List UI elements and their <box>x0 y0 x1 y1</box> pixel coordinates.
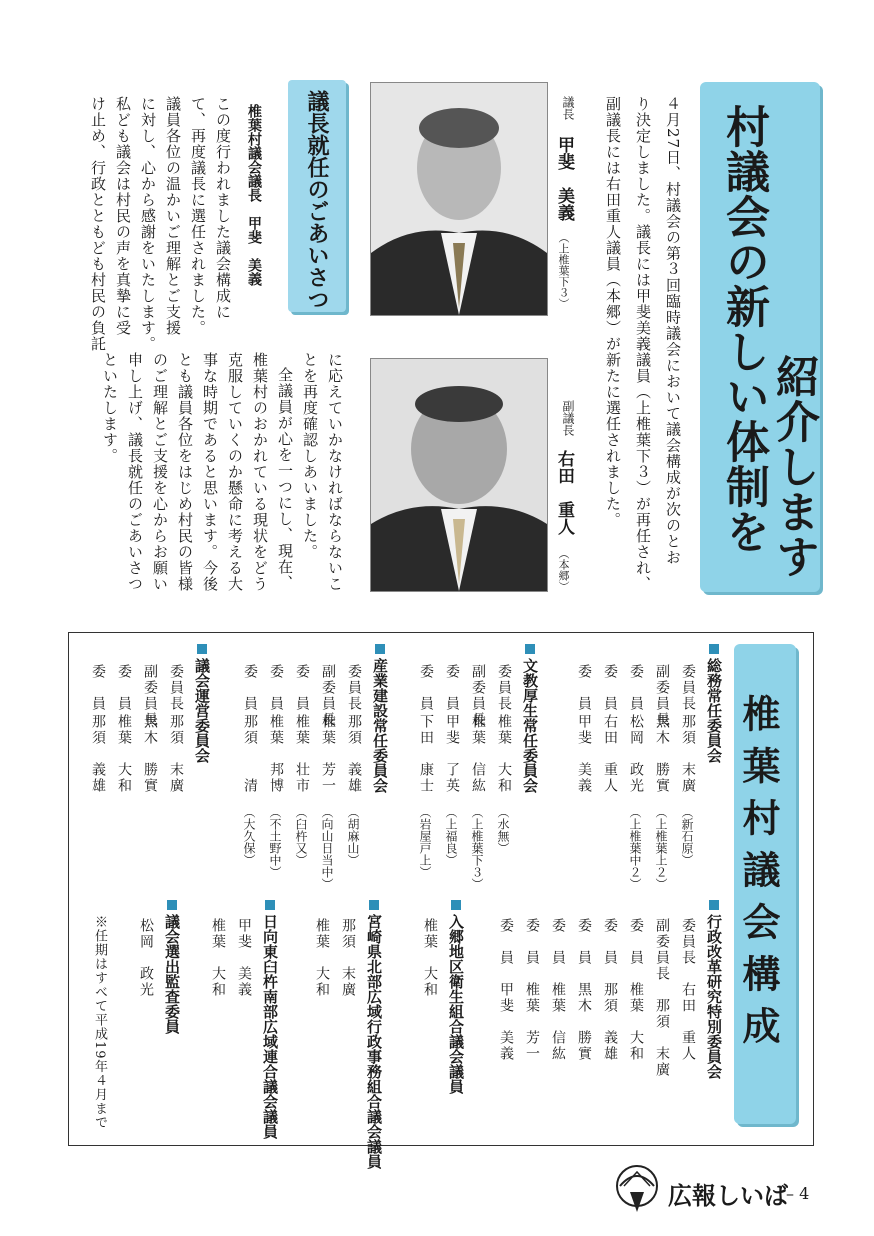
member-name: 那須 末廣 <box>168 714 184 794</box>
member-role: 副委員長 <box>142 664 158 728</box>
bullet-square-icon <box>197 644 207 654</box>
footer-page-number: – 4 <box>786 1184 810 1203</box>
chair-district: （上椎葉下３） <box>557 232 570 309</box>
member-name: 下田 康士 <box>418 714 434 794</box>
member-name: 椎葉 芳一 <box>320 714 336 794</box>
member-name: 椎葉 信紘 <box>470 714 486 794</box>
greeting-upper-2: て、再度議長に選任されました。 <box>189 96 207 336</box>
intro-line-2: り決定しました。議長には甲斐美義議員（上椎葉下３）が再任され、 <box>634 96 652 592</box>
member-entry: 委 員 椎葉 信紘 <box>550 918 566 1062</box>
greeting-lower-5: 克服していくのか懸命に考える大 <box>226 352 244 592</box>
member-role: 委員長 <box>496 664 512 712</box>
member-entry: 椎葉 大和 <box>314 918 330 998</box>
intro-line-3: 副議長には右田重人議員（本郷）が新たに選任されました。 <box>604 96 622 528</box>
member-name: 椎葉 邦博 <box>268 714 284 794</box>
bullet-square-icon <box>167 900 177 910</box>
committee-heading <box>370 644 391 793</box>
member-district: （臼杵又） <box>294 806 308 866</box>
greeting-lower-3: 全議員が心を一つにし、現在、 <box>276 367 294 591</box>
greeting-lower-6: 事な時期であると思います。今後 <box>201 352 219 592</box>
bullet-square-icon <box>369 900 379 910</box>
bullet-square-icon <box>375 644 385 654</box>
member-district: （上福良） <box>444 806 458 866</box>
committee-heading <box>704 644 725 763</box>
composition-title-banner <box>734 644 796 1124</box>
member-entry: 椎葉 大和 <box>422 918 438 998</box>
village-emblem-icon <box>610 1162 664 1216</box>
committee-heading-text: 入郷地区衛生組合議会議員 <box>447 914 465 1094</box>
chair-role: 議長 <box>561 96 575 120</box>
member-role: 委 員 <box>576 664 592 712</box>
member-name: 右田 重人 <box>602 714 618 794</box>
committee-heading-text: 宮崎県北部広域行政事務組合議会議員 <box>365 914 383 1169</box>
member-role: 副委員長 <box>654 664 670 728</box>
member-role: 委 員 <box>268 664 284 712</box>
member-role: 委 員 <box>444 664 460 712</box>
committee-heading-text: 文教厚生常任委員会 <box>521 658 539 793</box>
committee-heading <box>364 900 385 1169</box>
committee-heading <box>260 900 281 1139</box>
bullet-square-icon <box>525 644 535 654</box>
vice-chair-name: 右田 重人 <box>554 450 574 535</box>
member-name: 黒木 勝實 <box>142 714 158 794</box>
committee-heading-text: 産業建設常任委員会 <box>371 658 389 793</box>
bullet-square-icon <box>709 644 719 654</box>
headline-banner <box>700 82 820 592</box>
greeting-lower-7: とも議員各位をはじめ村民の皆様 <box>176 352 194 592</box>
bullet-square-icon <box>265 900 275 910</box>
term-note: ※任期はすべて平成19年４月まで <box>92 915 107 1130</box>
greeting-upper-1: この度行われました議会構成に <box>214 96 232 320</box>
member-role: 委 員 <box>90 664 106 712</box>
composition-title: 椎葉村議会構成 <box>736 694 780 1058</box>
member-entry: 委 員 椎葉 大和 <box>628 918 644 1062</box>
committee-heading-text: 日向東臼杵南部広域連合議会議員 <box>261 914 279 1139</box>
member-district: （大久保） <box>242 806 256 866</box>
chair-portrait-image <box>371 83 547 315</box>
member-role: 委 員 <box>294 664 310 712</box>
greeting-upper-4: に対し、心から感謝をいたします。 <box>139 96 157 352</box>
member-entry: 那須 末廣 <box>340 918 356 998</box>
committee-heading <box>162 900 183 1034</box>
member-role: 委 員 <box>628 664 644 712</box>
committee-heading <box>704 900 725 1079</box>
vice-chair-portrait-image <box>371 359 547 591</box>
member-role: 副委員長 <box>320 664 336 728</box>
member-entry: 委 員 椎葉 芳一 <box>524 918 540 1062</box>
member-district: （不土野中） <box>268 806 282 878</box>
greeting-lower-10: といたします。 <box>101 352 119 464</box>
member-name: 椎葉 大和 <box>496 714 512 794</box>
bullet-square-icon <box>709 900 719 910</box>
member-name: 椎葉 壮市 <box>294 714 310 794</box>
member-name: 黒木 勝實 <box>654 714 670 794</box>
member-name: 那須 末廣 <box>680 714 696 794</box>
greeting-lower-4: 椎葉村のおかれている現状をどう <box>251 352 269 592</box>
member-entry: 委 員 甲斐 美義 <box>498 918 514 1062</box>
member-role: 委員長 <box>680 664 696 712</box>
member-entry: 松岡 政光 <box>138 918 154 998</box>
member-entry: 甲斐 美義 <box>236 918 252 998</box>
member-role: 委 員 <box>116 664 132 712</box>
committee-heading-text: 総務常任委員会 <box>705 658 723 763</box>
member-district: （上椎葉上２） <box>654 806 668 890</box>
member-name: 甲斐 了英 <box>444 714 460 794</box>
member-name: 松岡 政光 <box>628 714 644 794</box>
greeting-lower-2: とを再度確認しあいました。 <box>301 352 319 560</box>
member-role: 委員長 <box>346 664 362 712</box>
member-district: （新石原） <box>680 806 694 866</box>
committee-heading <box>520 644 541 793</box>
member-district: （上椎葉下３） <box>470 806 484 890</box>
member-entry: 委 員 黒木 勝實 <box>576 918 592 1062</box>
greeting-lower-1: に応えていかなければならないこ <box>326 352 344 592</box>
member-entry: 椎葉 大和 <box>210 918 226 998</box>
greeting-title-box <box>288 80 346 312</box>
chair-name: 甲斐 美義 <box>554 136 574 221</box>
member-district: （向山日当中） <box>320 806 334 890</box>
member-role: 委 員 <box>418 664 434 712</box>
greeting-title: 議長就任のごあいさつ <box>304 90 329 310</box>
member-name: 椎葉 大和 <box>116 714 132 794</box>
intro-line-1: ４月27日、村議会の第３回臨時議会において議会構成が次のとお <box>664 96 682 566</box>
committee-heading-text: 議会運営委員会 <box>193 658 211 763</box>
member-role: 委 員 <box>242 664 258 712</box>
member-entry: 副委員長 那須 末廣 <box>654 918 670 1078</box>
greeting-upper-3: 議員各位の温かいご理解とご支援 <box>164 96 182 336</box>
footer-logo <box>610 1162 664 1216</box>
greeting-lower-9: 申し上げ、議長就任のごあいさつ <box>126 352 144 592</box>
member-district: （岩屋戸上） <box>418 806 432 878</box>
headline-line2: 紹介します <box>768 354 819 579</box>
member-role: 副委員長 <box>470 664 486 728</box>
member-name: 那須 義雄 <box>90 714 106 794</box>
greeting-lower-8: のご理解とご支援を心からお願い <box>151 352 169 592</box>
greeting-upper-5: 私ども議会は村民の声を真摯に受 <box>114 96 132 336</box>
chair-photo <box>370 82 548 316</box>
committee-heading <box>446 900 467 1094</box>
member-name: 那須 清 <box>242 714 258 794</box>
member-role: 委員長 <box>168 664 184 712</box>
footer-publication: 広報しいば <box>668 1181 788 1210</box>
member-name: 那須 義雄 <box>346 714 362 794</box>
member-district: （水無） <box>496 806 510 854</box>
greeting-upper-6: け止め、行政とともども村民の負託 <box>89 96 107 352</box>
bullet-square-icon <box>451 900 461 910</box>
committee-heading <box>192 644 213 763</box>
member-name: 甲斐 美義 <box>576 714 592 794</box>
member-entry: 委員長 右田 重人 <box>680 918 696 1062</box>
vice-chair-district: （本郷） <box>557 548 570 592</box>
member-role: 委 員 <box>602 664 618 712</box>
member-district: （上椎葉中２） <box>628 806 642 890</box>
member-district: （胡麻山） <box>346 806 360 866</box>
headline-line1: 村議会の新しい体制を <box>718 104 769 554</box>
committee-heading-text: 議会選出監査委員 <box>163 914 181 1034</box>
committee-heading-text: 行政改革研究特別委員会 <box>705 914 723 1079</box>
greeting-author: 椎葉村議会議長 甲斐 美義 <box>246 104 262 286</box>
member-entry: 委 員 那須 義雄 <box>602 918 618 1062</box>
vice-chair-photo <box>370 358 548 592</box>
vice-chair-role: 副議長 <box>561 400 575 436</box>
